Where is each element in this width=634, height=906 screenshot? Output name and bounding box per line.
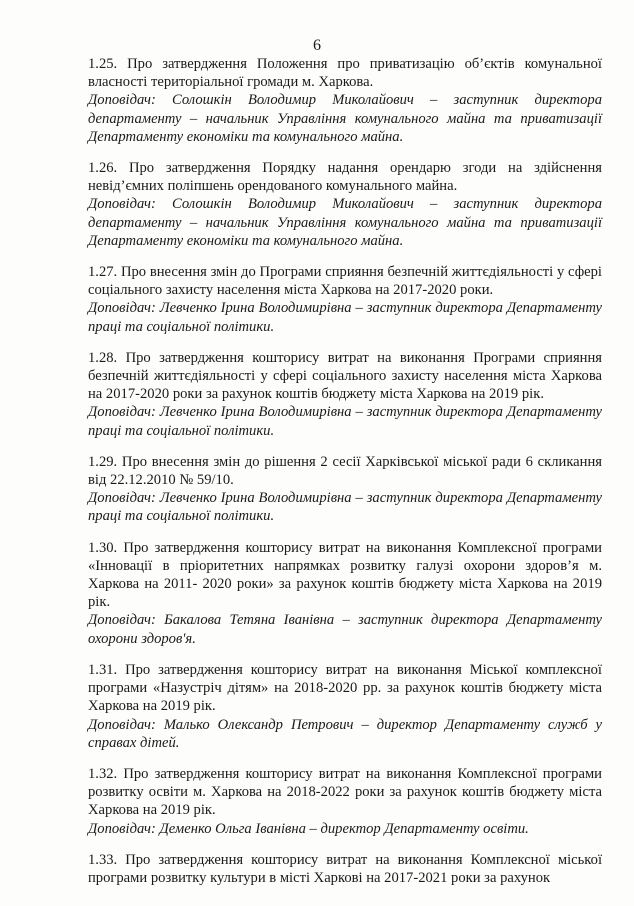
agenda-item-1-28 — [88, 349, 602, 440]
agenda-item-speaker: Доповідач: Деменко Ольга Іванівна – директор Департаменту освіти. — [88, 820, 529, 837]
agenda-item-text: 1.31. Про затвердження кошторису витрат на виконання Міської комплексної програми «Назустріч дітям» на 2018-2020 рр. за рахунок коштів бюджету міста Харкова на 2019 рік. — [88, 661, 602, 715]
agenda-item-text: 1.28. Про затвердження кошторису витрат на виконання Програми сприяння безпечній життєдіяльності у сфері соціального захисту населення міста Харкова на 2017-2020 роки за рахунок коштів бюджету міста Харкова на 2019 рік. — [88, 349, 602, 403]
agenda-item-1-27 — [88, 263, 602, 336]
agenda-item-1-32 — [88, 765, 602, 838]
agenda-item-1-31 — [88, 661, 602, 752]
agenda-item-1-26 — [88, 159, 602, 250]
agenda-item-text: 1.25. Про затвердження Положення про приватизацію об’єктів комунальної власності територіальної громади м. Харкова. — [88, 56, 602, 91]
agenda-item-speaker: Доповідач: Солошкін Володимир Миколайович – заступник директора департаменту – начальник Управління комунального майна та приватизації Департаменту економіки та комунального майна. — [88, 196, 602, 249]
agenda-item-speaker: Доповідач: Солошкін Володимир Миколайович – заступник директора департаменту – начальник Управління комунального майна та приватизації Департаменту економіки та комунального майна. — [88, 92, 602, 145]
agenda-item-text: 1.33. Про затвердження кошторису витрат на виконання Комплексної міської програми розвитку культури в місті Харкові на 2017-2021 роки за рахунок — [88, 851, 602, 886]
agenda-item-1-33 — [88, 851, 602, 887]
agenda-item-1-30 — [88, 539, 602, 648]
agenda-item-text: 1.29. Про внесення змін до рішення 2 сесії Харківської міської ради 6 скликання від 22.12.2010 № 59/10. — [88, 453, 602, 489]
agenda-item-speaker: Доповідач: Левченко Ірина Володимирівна – заступник директора Департаменту праці та соціальної політики. — [88, 490, 602, 525]
agenda-item-text: 1.30. Про затвердження кошторису витрат на виконання Комплексної програми «Інновації в пріоритетних напрямках розвитку галузі охорони здоров’я м. Харкова на 2011- 2020 роки» за рахунок коштів бюджету міста Харкова на 2019 рік. — [88, 539, 602, 611]
agenda-item-text: 1.27. Про внесення змін до Програми сприяння безпечній життєдіяльності у сфері соціального захисту населення міста Харкова на 2017-2020 роки. — [88, 264, 602, 299]
agenda-item-speaker: Доповідач: Левченко Ірина Володимирівна – заступник директора Департаменту праці та соціальної політики. — [88, 404, 602, 439]
agenda-item-text: 1.26. Про затвердження Порядку надання орендарю згоди на здійснення невід’ємних поліпшень орендованого комунального майна. — [88, 160, 602, 195]
agenda-list — [88, 55, 602, 900]
agenda-item-speaker: Доповідач: Левченко Ірина Володимирівна – заступник директора Департаменту праці та соціальної політики. — [88, 300, 602, 335]
agenda-item-text: 1.32. Про затвердження кошторису витрат на виконання Комплексної програми розвитку освіти м. Харкова на 2018-2022 роки за рахунок коштів бюджету міста Харкова на 2019 рік. — [88, 765, 602, 819]
agenda-item-speaker: Доповідач: Малько Олександр Петрович – директор Департаменту служб у справах дітей. — [88, 716, 602, 751]
agenda-item-1-25 — [88, 55, 602, 146]
agenda-item-1-29 — [88, 453, 602, 526]
page-number: 6 — [313, 37, 321, 54]
agenda-item-speaker: Доповідач: Бакалова Тетяна Іванівна – заступник директора Департаменту охорони здоров'я. — [88, 612, 602, 647]
